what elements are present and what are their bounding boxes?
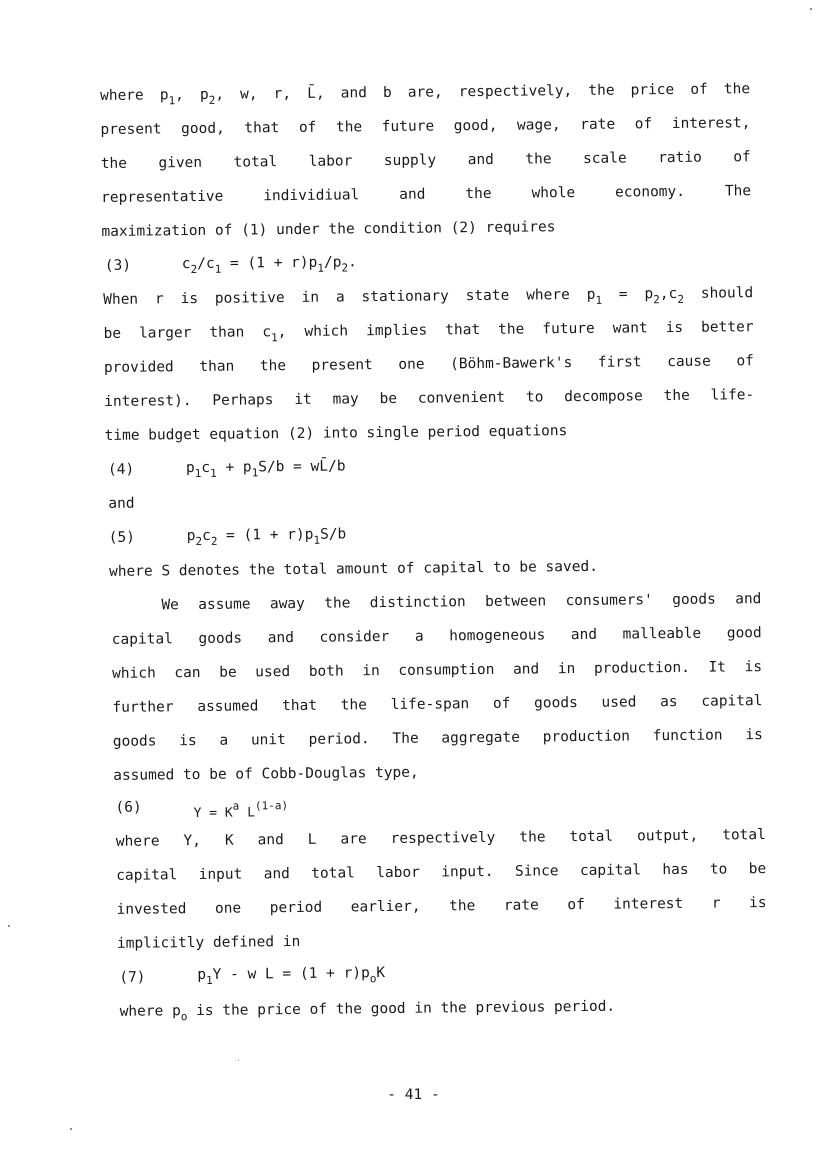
text-line: further assumed that the life-span of goods used as capital: [112, 693, 763, 716]
equation-4: $p_1c_1 + p_1S/b$ = wL̄/b: [185, 458, 346, 481]
scan-speck: [8, 925, 10, 927]
scan-speck: [238, 1060, 239, 1061]
equation-6: $Y = K^a$ $L^{(1-a)}$: [193, 799, 289, 822]
text-line: invested one period earlier, the rate of interest r is: [116, 895, 767, 918]
text-line: representative individiual and the whole economy. The: [101, 183, 752, 206]
text-line: When r is positive in a stationary state where $p_1 = p_2,c_2$ should: [103, 285, 754, 308]
equation-7: $p_1Y$ - w $L = (1 + r)p_oK$: [197, 965, 386, 987]
text-line: where S denotes the total amount of capital to be saved.: [108, 558, 598, 580]
scan-speck: [810, 8, 812, 10]
text-line: We assume away the distinction between consumers' goods and: [161, 591, 762, 614]
equation-number: (7): [119, 969, 146, 986]
text-line: present good, that of the future good, wage, rate of interest,: [100, 115, 751, 138]
equation-number: (3): [104, 257, 132, 274]
text-line: and: [108, 495, 135, 512]
equation-number: (5): [108, 529, 135, 546]
text-line: the given total labor supply and the scale ratio of: [100, 149, 751, 172]
text-line: where $p_o$ is the price of the good in the previous period.: [119, 998, 616, 1024]
equation-3: $c_2/c_1 = (1 + r)p_1/p_2$.: [181, 254, 357, 277]
text-line: which can be used both in consumption and in production. It is: [112, 659, 763, 682]
text-line: capital goods and consider a homogeneous and malleable good: [111, 625, 762, 648]
equation-number: (4): [107, 461, 135, 478]
page-number: - 41 -: [387, 1087, 440, 1103]
text-line: interest). Perhaps it may be convenient to decompose the life-: [104, 387, 755, 410]
text-line: provided than the present one (Böhm-Bawerk's first cause of: [103, 353, 754, 376]
scan-speck: [70, 1128, 72, 1130]
text-line: implicitly defined in: [116, 933, 301, 952]
text-line: where $p_1$, $p_2$, w, r, L̄, and b are, respectively, the price of the: [99, 81, 751, 108]
text-line: be larger than $c_1$, which implies that the future want is better: [103, 319, 754, 345]
text-line: where Y, K and L are respectively the total output, total: [115, 827, 766, 850]
equation-number: (6): [115, 799, 142, 816]
equation-5: $p_2c_2 = (1 + r)p_1S/b$: [186, 526, 347, 549]
text-line: assumed to be of Cobb-Douglas type,: [113, 764, 419, 784]
text-line: capital input and total labor input. Since capital has to be: [116, 861, 767, 884]
text-line: goods is a unit period. The aggregate production function is: [112, 727, 763, 750]
text-line: time budget equation (2) into single period equations: [104, 423, 568, 444]
text-line: maximization of (1) under the condition (2) requires: [101, 219, 556, 240]
